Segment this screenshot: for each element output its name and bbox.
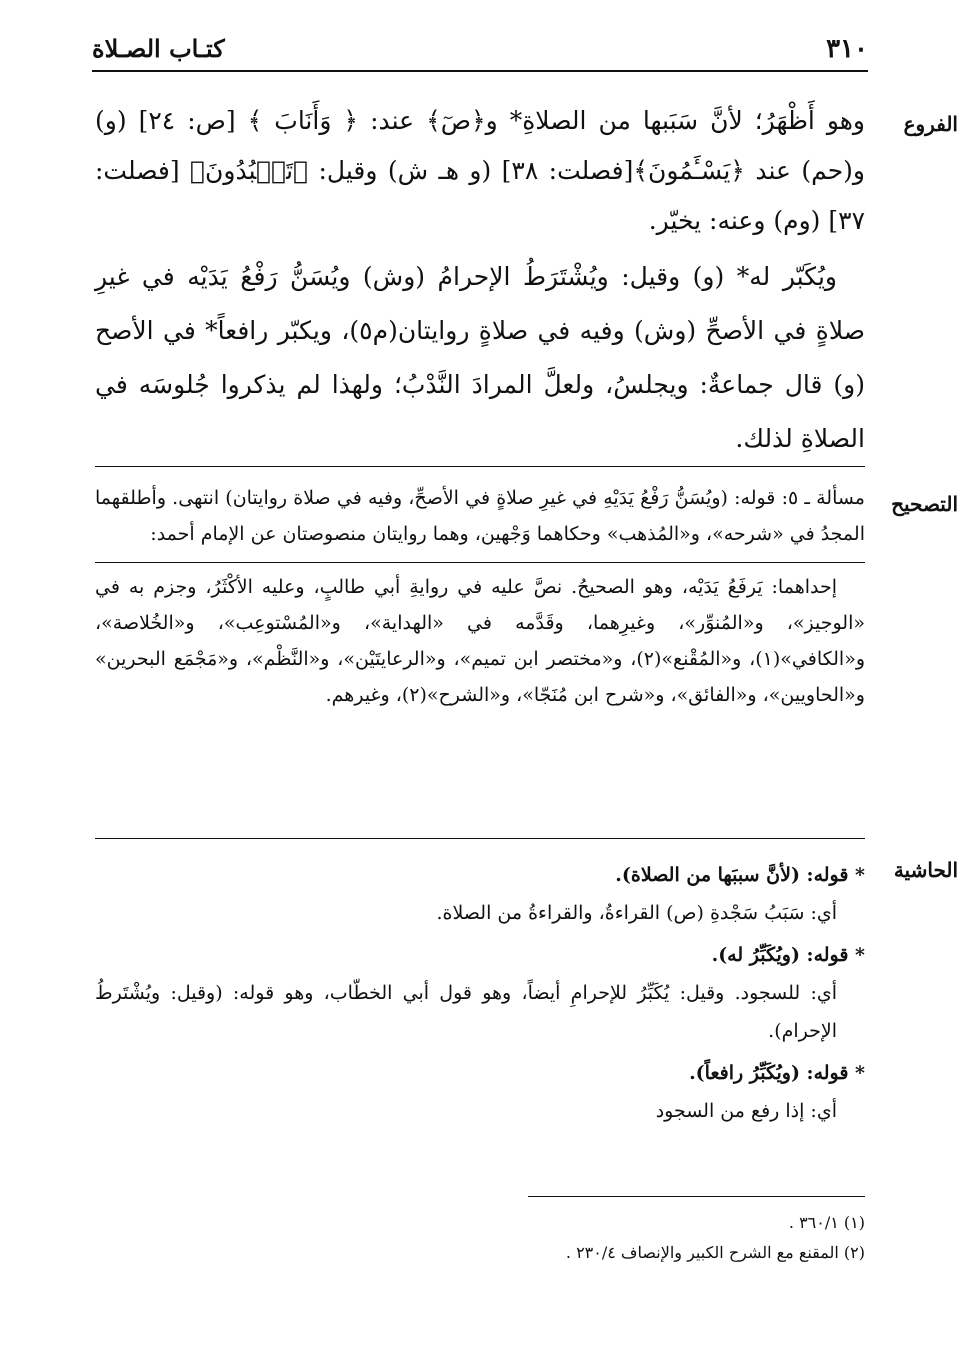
hashiya-quote-2: * قوله: (ويُكَبِّرُ له). bbox=[711, 944, 865, 966]
hashiya-comment-2: أي: للسجود. وقيل: يُكَبِّرُ للإحرامِ أيضاً، وهو قول أبي الخطّاب، وهو قوله: (وقيل: ويُشْتَرطُ الإحرام). bbox=[95, 982, 837, 1042]
hashiya-comment-1: أي: سَبَبُ سَجْدةِ (ص) القراءةُ، والقراءةُ من الصلاة. bbox=[436, 902, 837, 924]
footnote-divider bbox=[528, 1196, 865, 1197]
hashiya-quote-1: * قوله: (لأنَّ سببَها من الصلاة). bbox=[615, 864, 865, 886]
page-number: ٣١٠ bbox=[826, 34, 868, 64]
furu-label: الفروع bbox=[903, 112, 958, 136]
furu-paragraph-1: وهو أَظْهَرُ؛ لأنَّ سَبَبها من الصلاةِ* و﴿صٓ﴾ عند: ﴿ وَأَنَابَ ﴾ [ص: ٢٤] (و) و(حم) عند ﴿يَسْـَٔمُونَ﴾[فصلت: ٣٨] (و هـ ش) وقيل: ﴿تَعۡبُدُونَ﴾ [فصلت: ٣٧] (وم) وعنه: يخيّر. bbox=[95, 106, 865, 235]
hashiya-text bbox=[95, 852, 865, 1132]
tashih-inner-divider bbox=[95, 562, 865, 563]
page-header bbox=[92, 30, 868, 72]
hashiya-label: الحاشية bbox=[893, 858, 958, 882]
tashih-paragraph-1: مسألة ـ ٥: قوله: (ويُسَنُّ رَفْعُ يَدَيْهِ في غيرِ صلاةٍ في الأصحِّ، وفيه في صلاة روايتان) انتهى. وأطلقهما المجدُ في «شرحه»، و«المُذهب» وحكاهما وَجْهين، وهما روايتان منصوصتان عن الإمام أحمد: bbox=[95, 487, 865, 545]
footnote-1: (١) ٣٦٠/١ . bbox=[788, 1213, 865, 1232]
running-title: كتـاب الصـلاة bbox=[92, 34, 225, 63]
section-divider bbox=[95, 466, 865, 467]
tashih-paragraph-2: إحداهما: يَرفَعُ يَدَيْه، وهو الصحيحُ. نصَّ عليه في روايةِ أبي طالبٍ، وعليه الأكْثَرُ، وجزم به في «الوجيز»، و«المُنوِّر»، وغيرِهما، وقَدَّمه في «الهداية»، و«المُسْتوعِب»، و«الخُلاصة»، و«الكافي»(١)، و«المُقْنع»(٢)، و«مختصر ابن تميم»، و«الرعايتَيْن»، و«النَّظْم»، و«مَجْمَع البحرين» و«الحاويين»، و«الفائق»، و«شرح ابن مُنَجّا»، و«الشرح»(٢)، وغيرهم. bbox=[95, 576, 865, 706]
tashih-label: التصحيح bbox=[891, 492, 958, 516]
section-divider bbox=[95, 838, 865, 839]
tashih-text bbox=[95, 480, 865, 713]
furu-text bbox=[95, 96, 865, 466]
footnotes bbox=[95, 1208, 865, 1268]
hashiya-comment-3: أي: إذا رفع من السجود bbox=[655, 1100, 837, 1122]
hashiya-quote-3: * قوله: (ويُكَبِّرُ رافعاً). bbox=[689, 1062, 865, 1084]
furu-paragraph-2: ويُكَبّر له* (و) وقيل: ويُشْتَرَطُ الإحرامُ (وش) ويُسَنُّ رَفْعُ يَدَيْه في غيرِ صلاةٍ في الأصحِّ (وش) وفيه في صلاةٍ روايتان(م٥)، ويكبّر رافعاً* في الأصح (و) قال جماعةٌ: ويجلسُ، ولعلَّ المرادَ النَّدْبُ؛ ولهذا لم يذكروا جُلوسَه في الصلاةِ لذلك. bbox=[95, 262, 865, 453]
footnote-2: (٢) المقنع مع الشرح الكبير والإنصاف ٢٣٠/٤ . bbox=[565, 1243, 865, 1262]
